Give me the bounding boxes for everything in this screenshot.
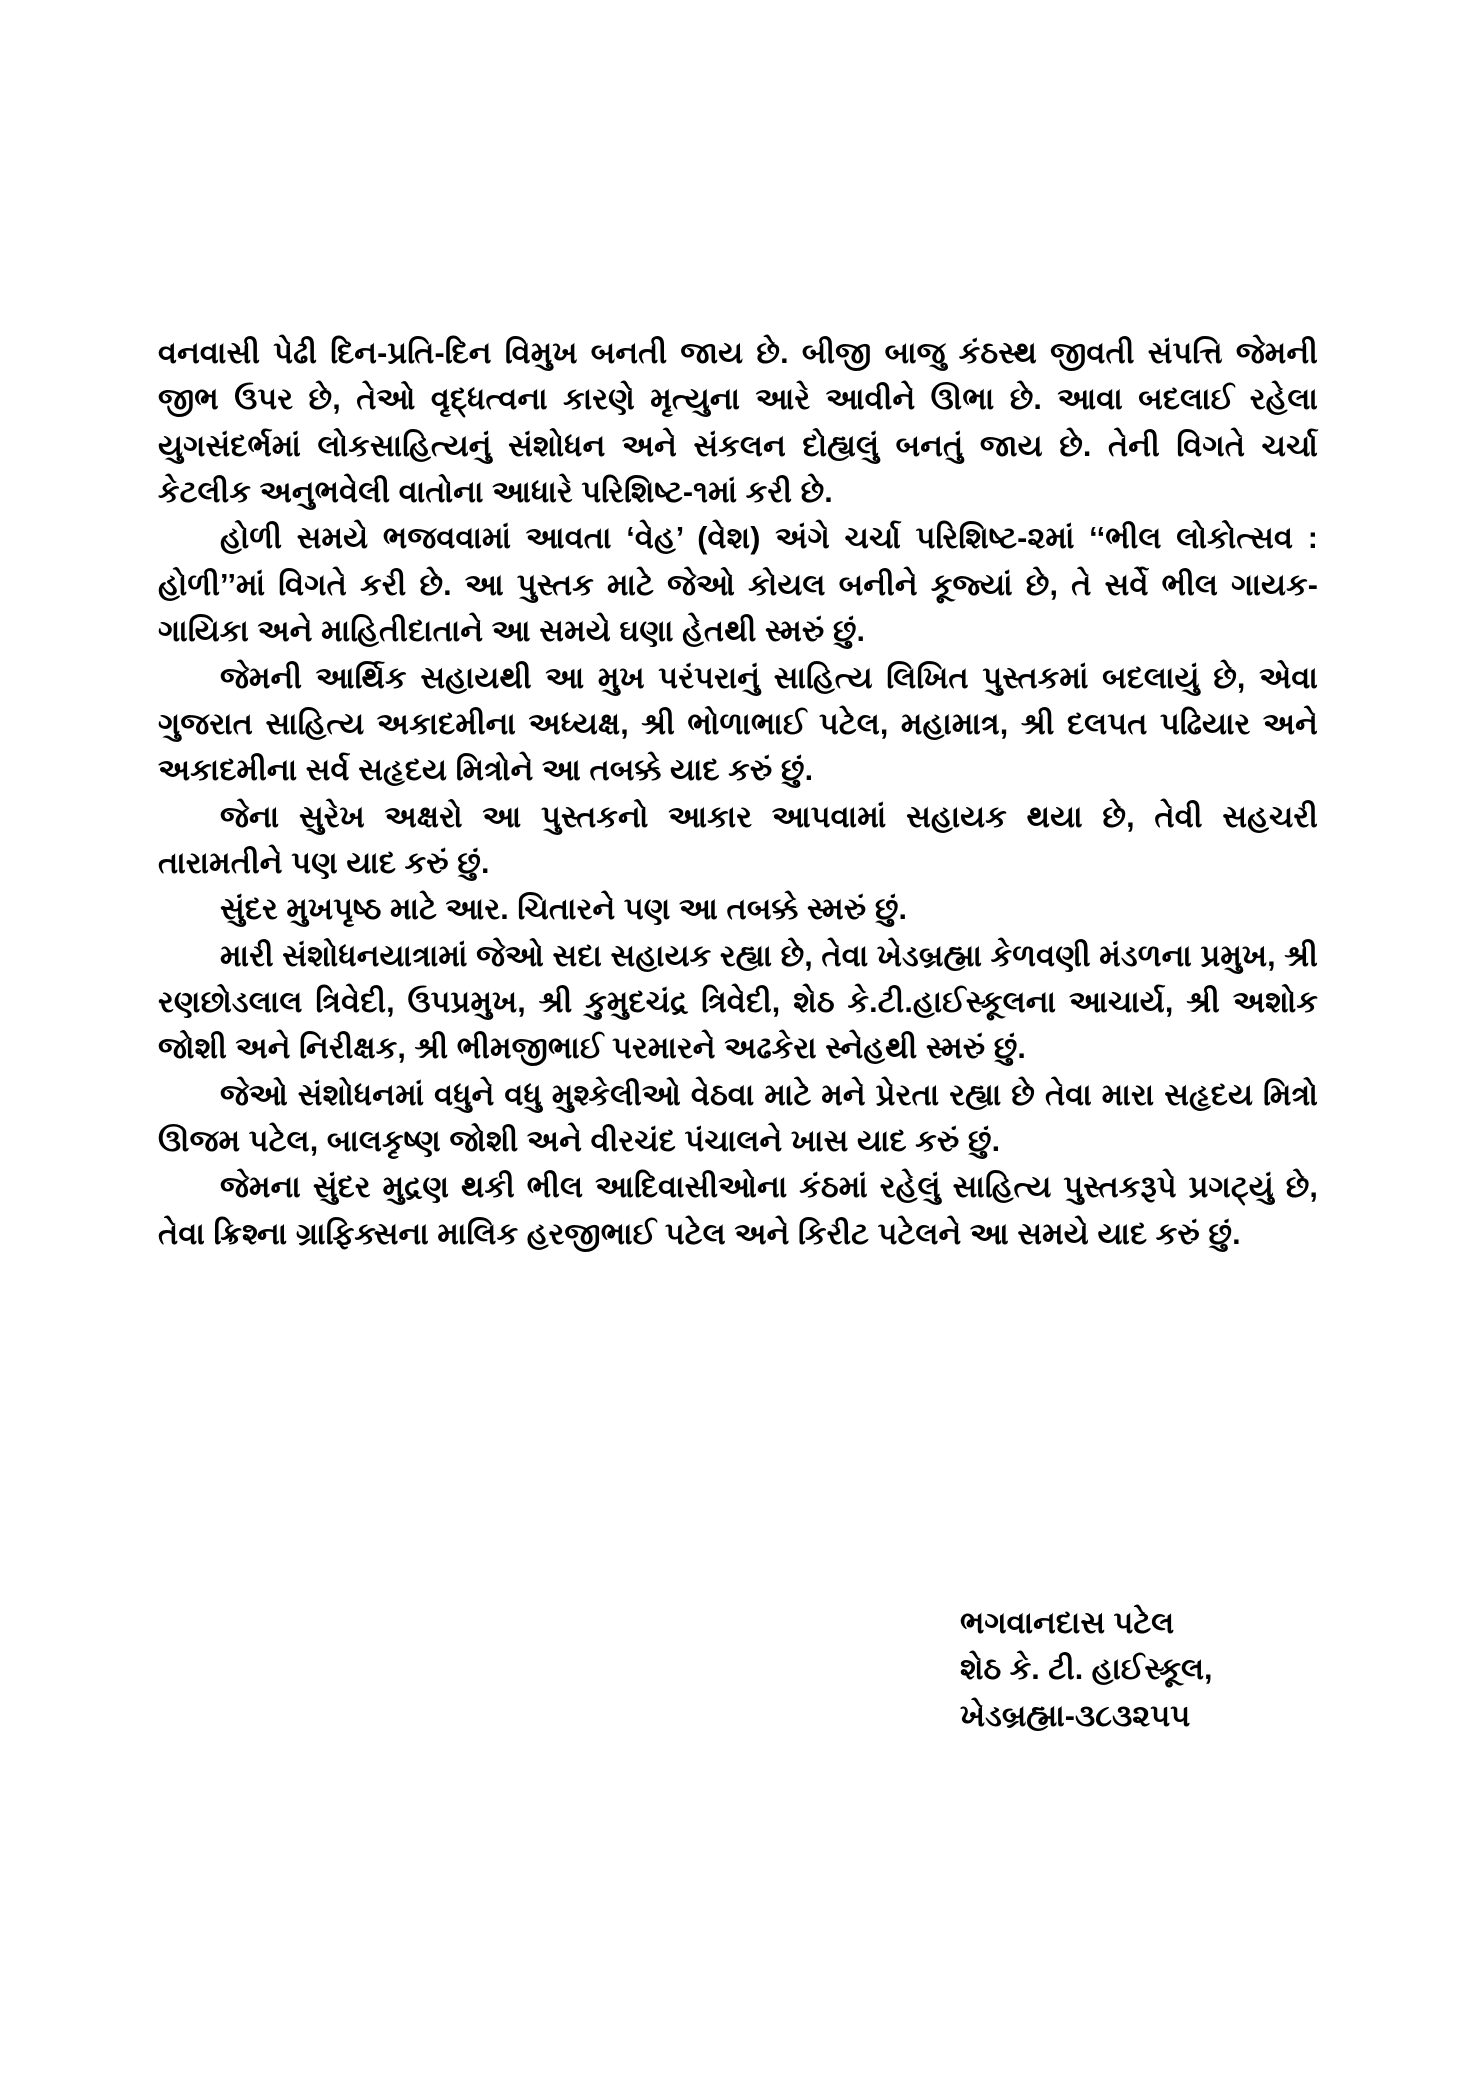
paragraph: સુંદર મુખપૃષ્ઠ માટે આર. ચિતારને પણ આ તબક્કે સ્મરું છું.	[220, 892, 908, 927]
paragraph: જેમની આર્થિક સહાયથી આ મુખ પરંપરાનું સાહિત્ય લિખિત પુસ્તકમાં બદલાયું છે, એવા ગુજરાત સાહિત્ય અકાદમીના અધ્યક્ષ, શ્રી ભોળાભાઈ પટેલ, મહામાત્ર, શ્રી દલપત પઢિયાર અને અકાદમીના સર્વ સહૃદય મિત્રોને આ તબક્કે યાદ કરું છું.	[158, 660, 1318, 788]
paragraph: વનવાસી પેઢી દિન-પ્રતિ-દિન વિમુખ બનતી જાય છે. બીજી બાજુ કંઠસ્થ જીવતી સંપત્તિ જેમની જીભ ઉપર છે, તેઓ વૃદ્ધત્વના કારણે મૃત્યુના આરે આવીને ઊભા છે. આવા બદલાઈ રહેલા યુગસંદર્ભમાં લોકસાહિત્યનું સંશોધન અને સંકલન દોહ્યલું બનતું જાય છે. તેની વિગતે ચર્ચા કેટલીક અનુભવેલી વાતોના આધારે પરિશિષ્ટ-૧માં કરી છે.	[158, 336, 1318, 510]
signature-institution: શેઠ કે. ટી. હાઈસ્કૂલ,	[960, 1652, 1213, 1687]
signature-name: ભગવાનદાસ પટેલ	[960, 1606, 1175, 1640]
signature-address: ખેડબ્રહ્મા-૩૮૩૨૫૫	[960, 1698, 1191, 1733]
paragraph: મારી સંશોધનયાત્રામાં જેઓ સદા સહાયક રહ્યા છે, તેવા ખેડબ્રહ્મા કેળવણી મંડળના પ્રમુખ, શ્રી રણછોડલાલ ત્રિવેદી, ઉપપ્રમુખ, શ્રી કુમુદચંદ્ર ત્રિવેદી, શેઠ કે.ટી.હાઈસ્કૂલના આચાર્ય, શ્રી અશોક જોશી અને નિરીક્ષક, શ્રી ભીમજીભાઈ પરમારને અઢકેરા સ્નેહથી સ્મરું છું.	[158, 938, 1318, 1066]
signature-block	[800, 1600, 1320, 1739]
paragraph: હોળી સમયે ભજવવામાં આવતા ‘વેહ’ (વેશ) અંગે ચર્ચા પરિશિષ્ટ-૨માં ‘‘ભીલ લોકોત્સવ : હોળી’’માં વિગતે કરી છે. આ પુસ્તક માટે જેઓ કોયલ બનીને કૂજ્યાં છે, તે સર્વે ભીલ ગાયક-ગાયિકા અને માહિતીદાતાને આ સમયે ઘણા હેતથી સ્મરું છું.	[158, 521, 1318, 649]
body-text	[158, 330, 1318, 1257]
paragraph: જેના સુરેખ અક્ષરો આ પુસ્તકનો આકાર આપવામાં સહાયક થયા છે, તેવી સહચરી તારામતીને પણ યાદ કરું છું.	[158, 799, 1318, 880]
paragraph: જેમના સુંદર મુદ્રણ થકી ભીલ આદિવાસીઓના કંઠમાં રહેલું સાહિત્ય પુસ્તકરૂપે પ્રગટ્યું છે, તેવા ક્રિશ્ના ગ્રાફિક્સના માલિક હરજીભાઈ પટેલ અને કિરીટ પટેલને આ સમયે યાદ કરું છું.	[158, 1170, 1318, 1251]
paragraph: જેઓ સંશોધનમાં વધુને વધુ મુશ્કેલીઓ વેઠવા માટે મને પ્રેરતા રહ્યા છે તેવા મારા સહૃદય મિત્રો ઊજમ પટેલ, બાલકૃષ્ણ જોશી અને વીરચંદ પંચાલને ખાસ યાદ કરું છું.	[158, 1077, 1318, 1159]
